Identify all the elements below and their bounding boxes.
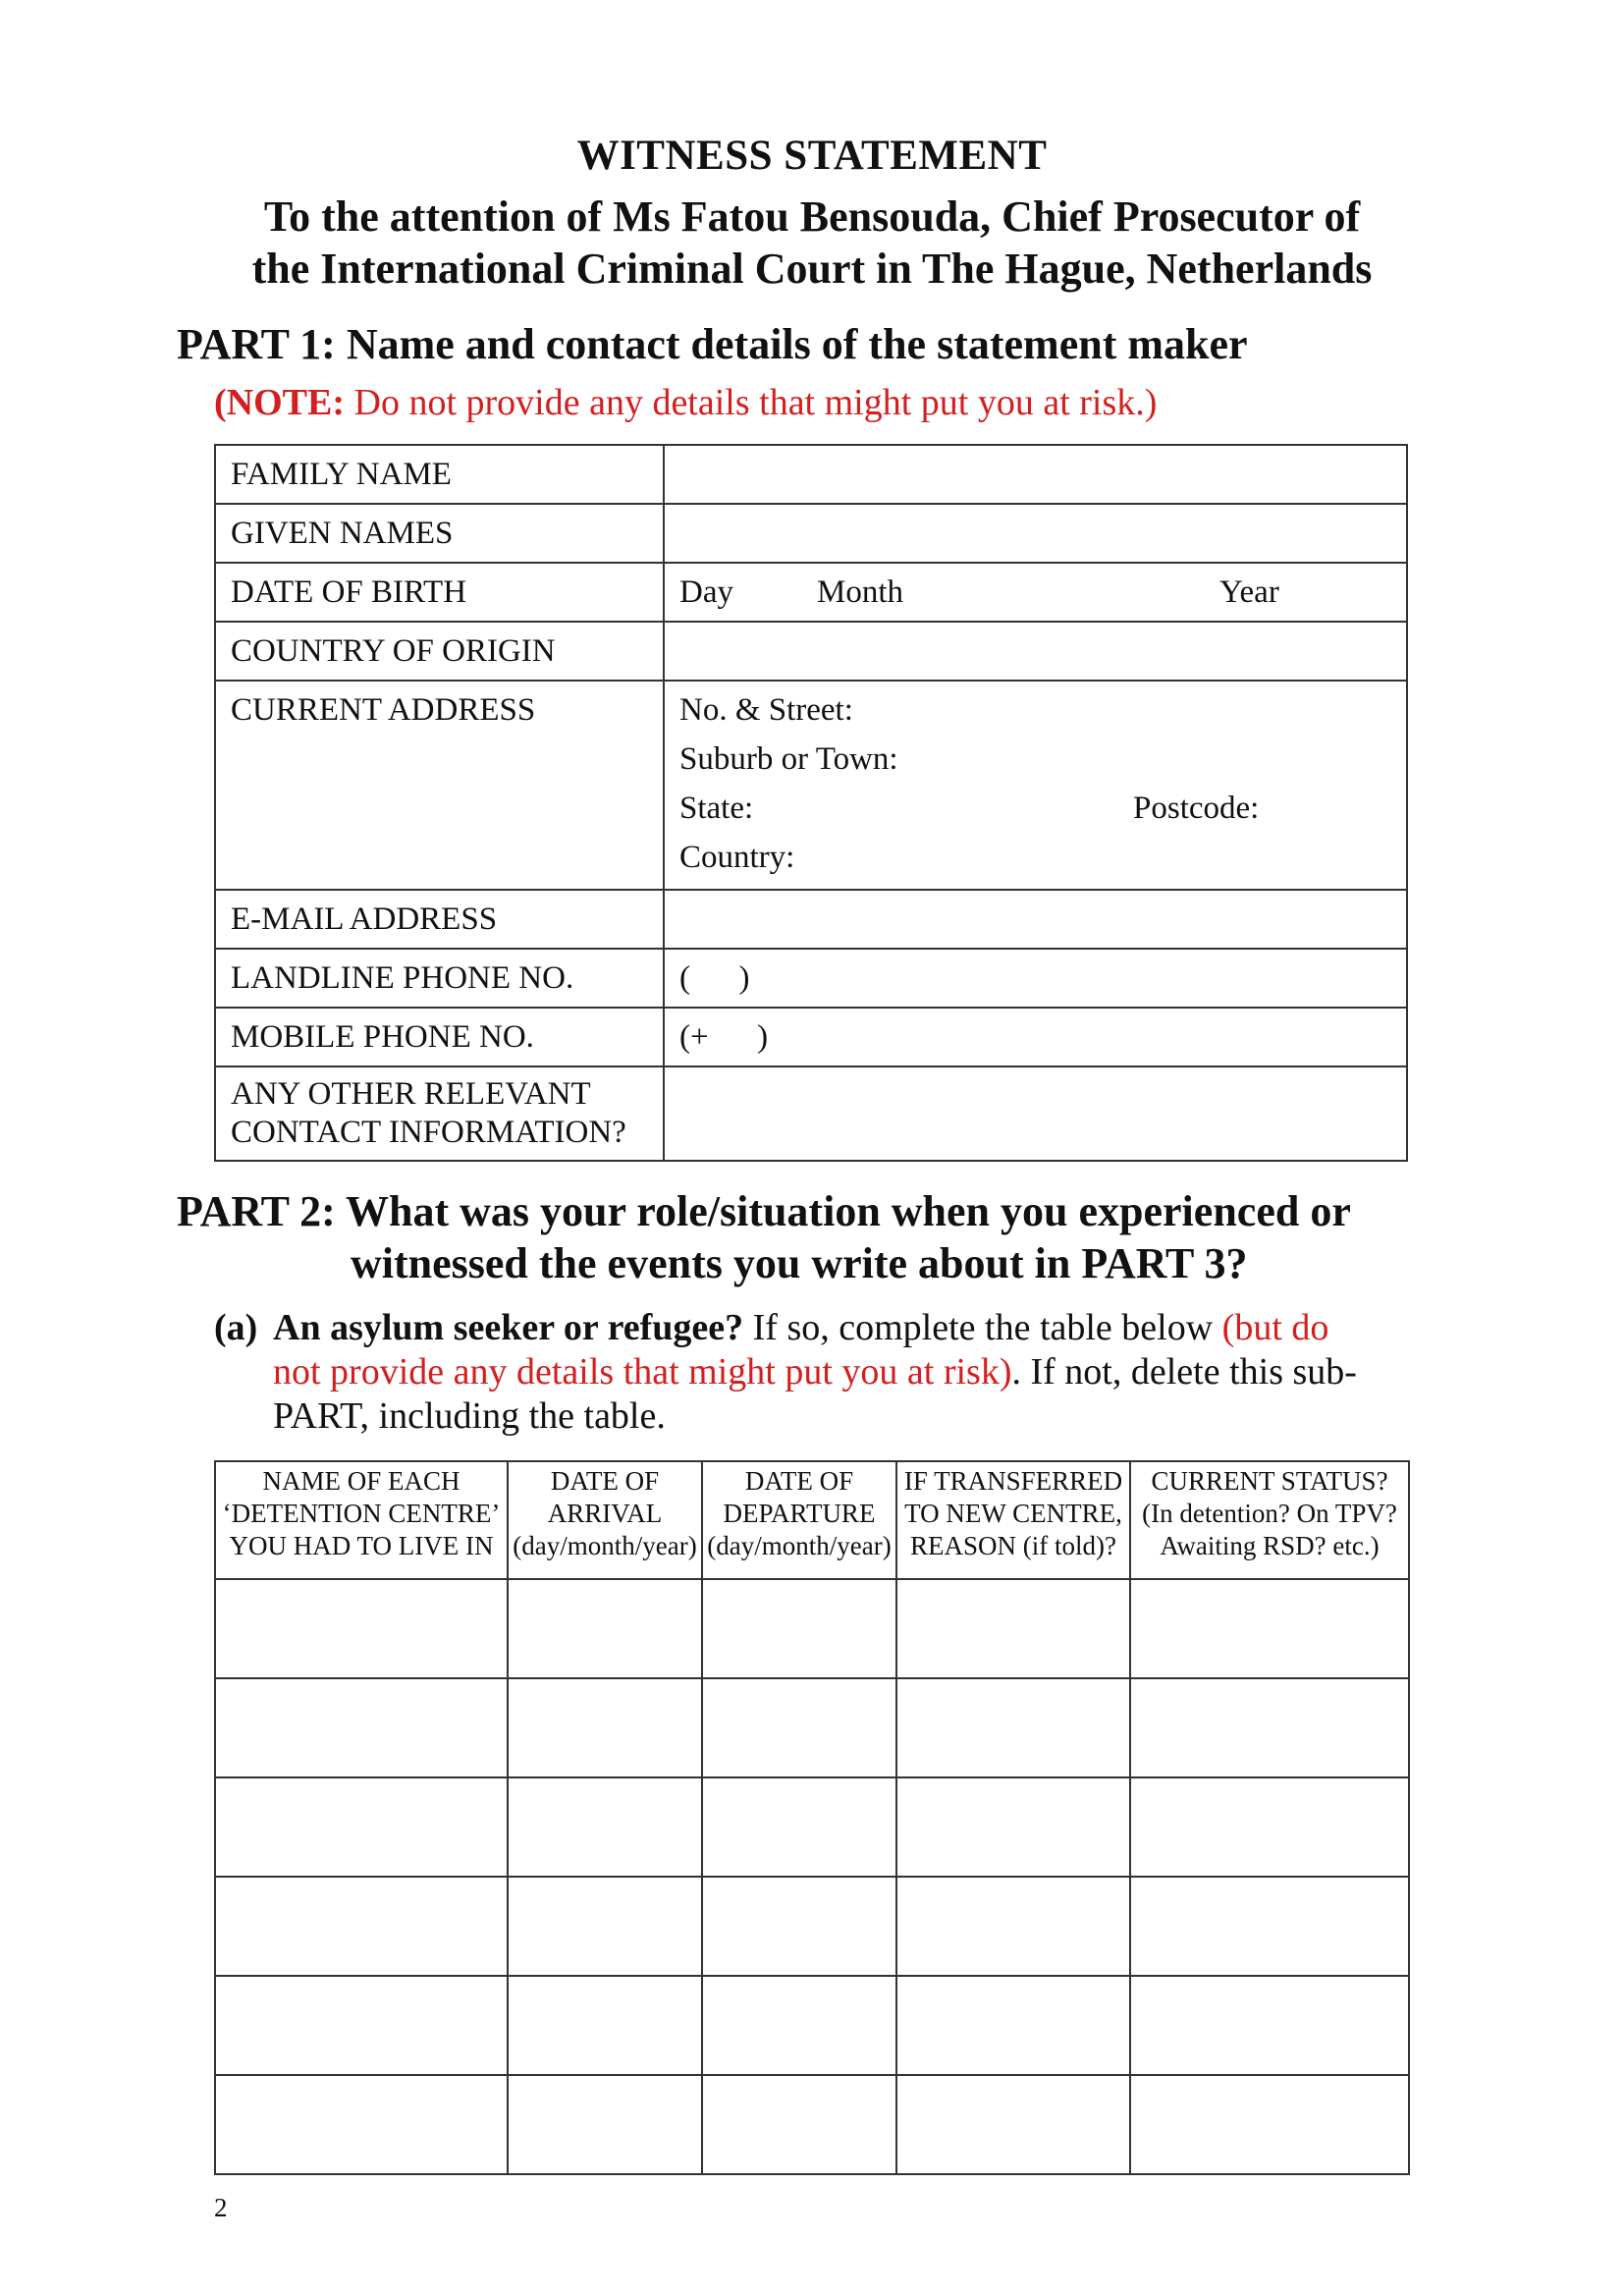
part2a-instruction: If so, complete the table below [743, 1307, 1222, 1348]
other-contact-label-line2: CONTACT INFORMATION? [231, 1115, 626, 1150]
departure-date-cell[interactable] [702, 1678, 896, 1777]
transfer-reason-cell[interactable] [896, 2075, 1130, 2174]
departure-date-cell[interactable] [702, 1877, 896, 1976]
col-header-current-status: CURRENT STATUS? (In detention? On TPV? Awaiting RSD? etc.) [1130, 1461, 1409, 1579]
current-address-label: CURRENT ADDRESS [215, 681, 664, 890]
part2a-question [214, 1306, 1408, 1439]
dob-month-label: Month [817, 574, 904, 610]
given-names-label: GIVEN NAMES [215, 504, 664, 563]
col-header-detention-centre: NAME OF EACH ‘DETENTION CENTRE’ YOU HAD TO LIVE IN [215, 1461, 508, 1579]
current-status-cell[interactable] [1130, 1976, 1409, 2075]
date-of-birth-label: DATE OF BIRTH [215, 563, 664, 622]
addressee-line-2: the International Criminal Court in The Hague, Netherlands [251, 245, 1373, 293]
address-country-label: Country: [679, 840, 795, 875]
transfer-reason-cell[interactable] [896, 1678, 1130, 1777]
part2a-delete-note: . If not, delete this sub- [1011, 1351, 1357, 1393]
arrival-date-cell[interactable] [508, 2075, 702, 2174]
arrival-date-cell[interactable] [508, 1777, 702, 1877]
current-status-cell[interactable] [1130, 1579, 1409, 1678]
other-contact-field[interactable] [664, 1066, 1407, 1161]
landline-area-code: ( ) [679, 960, 750, 996]
part2a-warning-end: not provide any details that might put you at risk) [273, 1351, 1012, 1393]
address-suburb-label: Suburb or Town: [679, 741, 898, 777]
arrival-date-cell[interactable] [508, 1976, 702, 2075]
page-number: 2 [214, 2193, 228, 2222]
col-header-transfer-reason: IF TRANSFERRED TO NEW CENTRE, REASON (if told)? [896, 1461, 1130, 1579]
contact-details-table [214, 444, 1408, 1162]
departure-date-cell[interactable] [702, 2075, 896, 2174]
current-status-cell[interactable] [1130, 1777, 1409, 1877]
detention-history-table [214, 1460, 1410, 2175]
detention-centre-cell[interactable] [215, 1777, 508, 1877]
email-row [215, 890, 1407, 949]
other-contact-label [215, 1066, 664, 1161]
landline-row [215, 949, 1407, 1008]
part2-heading-line1: PART 2: What was your role/situation when you experienced or [177, 1187, 1351, 1235]
part2a-delete-note-end: PART, including the table. [273, 1395, 666, 1437]
email-field[interactable] [664, 890, 1407, 949]
col-header-date-of-departure: DATE OF DEPARTURE (day/month/year) [702, 1461, 896, 1579]
detention-centre-cell[interactable] [215, 1877, 508, 1976]
transfer-reason-cell[interactable] [896, 1976, 1130, 2075]
current-status-cell[interactable] [1130, 2075, 1409, 2174]
mobile-country-code: (+ ) [679, 1019, 769, 1055]
landline-label: LANDLINE PHONE NO. [215, 949, 664, 1008]
address-street-label: No. & Street: [679, 692, 853, 728]
other-contact-row [215, 1066, 1407, 1161]
arrival-date-cell[interactable] [508, 1678, 702, 1777]
detention-centre-cell[interactable] [215, 1678, 508, 1777]
address-state-label: State: [679, 791, 754, 826]
date-of-birth-field[interactable] [664, 563, 1407, 622]
mobile-row [215, 1008, 1407, 1066]
detention-table-row [215, 2075, 1409, 2174]
current-address-row [215, 681, 1407, 890]
detention-table-row [215, 1976, 1409, 2075]
other-contact-label-line1: ANY OTHER RELEVANT [231, 1076, 591, 1112]
detention-table-row [215, 1678, 1409, 1777]
country-of-origin-label: COUNTRY OF ORIGIN [215, 622, 664, 681]
detention-table-header-row [215, 1461, 1409, 1579]
part2a-warning-start: (but do [1221, 1307, 1329, 1348]
note-prefix: (NOTE: [214, 382, 345, 423]
detention-table-row [215, 1777, 1409, 1877]
current-status-cell[interactable] [1130, 1678, 1409, 1777]
arrival-date-cell[interactable] [508, 1877, 702, 1976]
mobile-label: MOBILE PHONE NO. [215, 1008, 664, 1066]
country-of-origin-row [215, 622, 1407, 681]
family-name-row [215, 445, 1407, 504]
current-status-cell[interactable] [1130, 1877, 1409, 1976]
arrival-date-cell[interactable] [508, 1579, 702, 1678]
detention-centre-cell[interactable] [215, 2075, 508, 2174]
email-label: E-MAIL ADDRESS [215, 890, 664, 949]
addressee-line-1: To the attention of Ms Fatou Bensouda, Chief Prosecutor of [263, 192, 1361, 241]
landline-field[interactable] [664, 949, 1407, 1008]
departure-date-cell[interactable] [702, 1579, 896, 1678]
part2a-label: (a) [214, 1307, 258, 1348]
detention-centre-cell[interactable] [215, 1976, 508, 2075]
country-of-origin-field[interactable] [664, 622, 1407, 681]
part1-heading: PART 1: Name and contact details of the statement maker [177, 320, 1248, 368]
part2-heading-line2: witnessed the events you write about in PART 3? [351, 1239, 1248, 1287]
mobile-field[interactable] [664, 1008, 1407, 1066]
part2a-bold-question: An asylum seeker or refugee? [273, 1307, 744, 1348]
dob-year-label: Year [1219, 574, 1279, 610]
family-name-label: FAMILY NAME [215, 445, 664, 504]
transfer-reason-cell[interactable] [896, 1877, 1130, 1976]
dob-day-label: Day [679, 574, 733, 610]
part1-note [214, 381, 1157, 424]
date-of-birth-row [215, 563, 1407, 622]
transfer-reason-cell[interactable] [896, 1777, 1130, 1877]
col-header-date-of-arrival: DATE OF ARRIVAL (day/month/year) [508, 1461, 702, 1579]
detention-table-row [215, 1877, 1409, 1976]
given-names-row [215, 504, 1407, 563]
note-text: Do not provide any details that might put you at risk.) [345, 382, 1158, 423]
current-address-field[interactable] [664, 681, 1407, 890]
address-postcode-label: Postcode: [1133, 791, 1260, 826]
family-name-field[interactable] [664, 445, 1407, 504]
given-names-field[interactable] [664, 504, 1407, 563]
departure-date-cell[interactable] [702, 1777, 896, 1877]
transfer-reason-cell[interactable] [896, 1579, 1130, 1678]
departure-date-cell[interactable] [702, 1976, 896, 2075]
detention-centre-cell[interactable] [215, 1579, 508, 1678]
document-title: WITNESS STATEMENT [576, 133, 1048, 179]
detention-table-row [215, 1579, 1409, 1678]
